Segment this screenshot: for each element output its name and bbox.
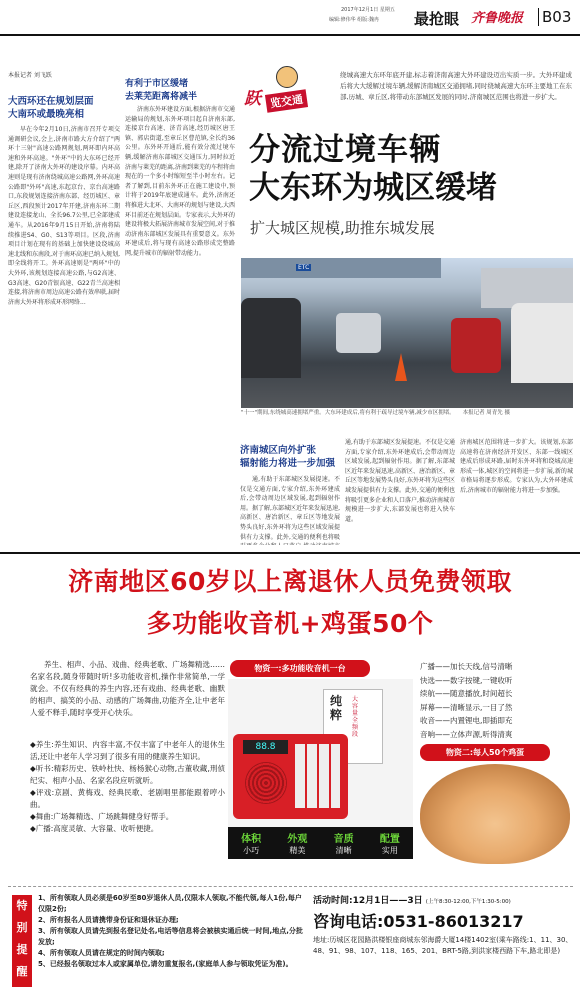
toll-booth-canopy [241, 258, 441, 278]
left-headline [8, 95, 94, 121]
col-c-body: 济南城区范围将进一步扩大。该规划,东部高速将在济南经济开发区、东部一线城区建成后形成环路,届时东外环将和绕城高速形成一体,城区的空间将进一步扩展,新的城市格局将逐步形成。专家认为,大外环建成后,济南城市的辐射能力将进一步加强。 [460, 439, 573, 494]
feature-list [420, 660, 572, 741]
activity-time-detail: (上午8:30-12:00,下午1:30-5:00) [425, 899, 511, 905]
logo-character: 跃 [244, 89, 261, 109]
feature-row: 音响——立体声源,听得清爽 [420, 729, 513, 739]
logo-cartoon-icon [276, 66, 298, 88]
car-red [451, 318, 501, 373]
traffic-photo [241, 258, 573, 408]
ad-section [0, 552, 580, 995]
feature-desc: 清晰 [335, 846, 352, 855]
notice-section [8, 886, 573, 994]
notice-item: 1、所有领取人员必须是60岁至80岁退休人员,仅限本人领取,不能代领,每人1份,每户仅限2份; [38, 894, 302, 913]
mid-headline-line1: 有利于市区缓堵 [125, 79, 189, 89]
notice-item: 4、所有领取人员请在规定的时间内领取; [38, 949, 165, 957]
ad-item: ◆养生:养生知识、内容丰富,不仅丰富了中老年人的退休生活,还让中老年人学习到了很多有用的健康养生知识。 [30, 740, 225, 761]
ad-headline-1: 济南地区60岁以上离退休人员免费领取 [68, 567, 512, 596]
feature-tags [228, 830, 413, 845]
radio-box-side: 大容量全频段 [352, 696, 359, 738]
gift1-label: 物资一:多功能收音机一台 [230, 660, 370, 677]
ad-items [30, 739, 225, 835]
main-headline [249, 131, 497, 207]
activity-time [313, 893, 573, 906]
feature-bar [228, 827, 413, 859]
feature-row: 快选——数字按键,一键收听 [420, 675, 513, 685]
sub-headline [240, 444, 335, 470]
mid-headline-line2: 去莱芜距离将减半 [125, 92, 198, 102]
consult-phone: 咨询电话:0531-86013217 [313, 912, 524, 931]
feature-row: 收音——内置锂电,即插即充 [420, 716, 513, 725]
ad-item: ◆听书:精彩历史、铁岭杜快、杨杨猴心动物,古董收藏,刑侦纪实、相声小品、名家名段应听就听。 [30, 764, 225, 785]
ad-headline-2: 多功能收音机+鸡蛋50个 [146, 609, 434, 638]
col-a-body: 通,有助于东部城区发展提速。不仅是交通方面,专家介绍,东外环建成后,会带动周边区域发展,起到辐射作用。据了解,东部城区近年来发展迅速,高新区、唐冶新区、章丘区等地发展势头良好,东外环将为这些区域发展提供有力支撑。此外,交通的便利也将吸 [240, 476, 340, 541]
section-title: 最抢眼 [414, 10, 460, 28]
radio-device [233, 734, 348, 819]
left-headline-line1: 大西环还在规划层面 [8, 96, 94, 107]
header-date: 2017年12月1日 星期五 [341, 7, 395, 13]
eggs-image [420, 764, 570, 864]
address: 地址:历城区花园路洪楼银座商城东邻海爵大厦14楼1402室(乘车路线:1、11、30、48、91、98、107、118、165、201、BRT-5路,到洪家楼西路下车,路北即是) [313, 936, 573, 955]
logo-label: 览交通 [265, 89, 308, 113]
ad-item: ◆评戏:京剧、黄梅戏、经典民歌、老剧唱里都能跟着哼小曲。 [30, 788, 225, 809]
notice-list [38, 893, 303, 970]
mid-headline [125, 78, 197, 104]
col-b-body: 通,有助于东部城区发展提速。不仅是交通方面,专家介绍,东外环建成后,会带动周边区域发展,起到辐射作用。据了解,东部城区近年来发展迅速,高新区、唐冶新区、章丘区等地发展势头良好,东外环将为这些区域发展提供有力支撑。此外,交通的便利也将吸引更多企业和人口落户,推动济南城市规模进一步扩大,东部发展也将进入快车道。 [345, 439, 455, 523]
paper-logo: 齐鲁晚报 [471, 11, 524, 26]
feature-tag: 音质 [333, 834, 354, 845]
column-logo [242, 66, 330, 114]
car-center [336, 313, 381, 353]
radio-display: 88.8 [243, 740, 288, 754]
feature-desc: 实用 [381, 846, 398, 855]
radio-box-char1: 纯 [330, 694, 343, 708]
photo-caption-text: "十一"期间,东绕城高速拥堵严重。大东环建成后,将有利于疏导过境车辆,减少市区拥堵。 [241, 410, 455, 416]
notice-label: 特 别 提 醒 [12, 895, 32, 987]
photo-caption [241, 410, 573, 417]
feature-row: 屏幕——清晰显示,一目了然 [420, 702, 513, 712]
radio-product-image [228, 679, 413, 859]
page-header [0, 0, 580, 36]
notice-item: 5、已经报名领取过本人或家属单位,请勿重复报名,(家庭单人参与领取凭证为准)。 [38, 960, 293, 968]
left-headline-line2: 大南环或最晚亮相 [8, 109, 85, 120]
feature-descs [228, 845, 413, 856]
sub-headline-line1: 济南城区向外扩张 [240, 445, 317, 456]
photo-credit: 本报记者 周青先 摄 [462, 410, 511, 416]
ad-intro: 养生、相声、小品、戏曲、经典老歌、广场舞精选……名家名段,随身带随时听!多功能收音机,操作非常简单,一学就会。不仅有经典的养生内容,还有戏曲、经典老歌、幽默的相声、搞笑的小品、动感的广场舞曲,功能齐全,让中老年人爱不释手,随时享受开心快乐。 [30, 660, 225, 717]
banner-blurb: 绕城高速大东环年底开建,标志着济南高速大外环建设迈出实质一步。大外环建成后将大大缓解过境车辆,缓解济南城区交通拥堵,同时绕城高速大东环主要地工在东部,历城、章丘区,将带动东部城区发展的同时,济南城区范围也将进一步扩大。 [340, 71, 572, 101]
notice-item: 2、所有报名人员请携带身份证和退休证办理; [38, 916, 179, 924]
main-headline-line2: 大东环为城区缓堵 [249, 170, 497, 206]
feature-row: 续航——随意播放,时间超长 [420, 689, 513, 698]
buildings [481, 268, 573, 308]
radio-box-char2: 粹 [330, 708, 343, 722]
left-article-body: 早在今年2月10日,济南市召开专项交通调研会议,会上,济南市路大方介绍了"两环十三射"高速公路网规划,两环即内环高速和外环高速。"外环"中的大东环已经开建,除开了济南大外环的建设序幕。内环高速则是现有济南绕城高速公路网,外环高速公路即"外环"高速,东起京台、京台高速路口,东段规划连接济南东部、经历城区、章丘区,西段预计2017年开建,济南东环二期建设连接龙山、全长96.7公里,已全部建成通车。从2016年9月15日开始,济南将陆续推进S4、G0、S13等项目。区段,济南项目计划在现有的基础上加快建设绕城高速北线和东南段,对于南环高速已纳入规划,即全线将开工。外环高速则是"两环"中的大外环,该规划连接高速公路,与G2高速、G3高速、G20青银高速、G22青兰高速相连接,将济南市周边高速公路有效串联,届时济南大外环将形成环形网络... [8, 126, 120, 306]
feature-tag: 配置 [379, 834, 400, 845]
feature-row: 广播——加长天线,信号清晰 [420, 662, 513, 671]
car-left [241, 298, 301, 378]
ad-item: ◆广播:高度灵敏、大容量、收听便捷。 [30, 824, 159, 833]
radio-speaker [245, 762, 287, 804]
gift2-label: 物资二:每人50个鸡蛋 [420, 744, 550, 761]
feature-tag: 外观 [287, 834, 308, 845]
etc-sign: ETC [298, 264, 310, 271]
feature-desc: 精美 [289, 846, 306, 855]
feature-tag: 体积 [241, 834, 262, 845]
notice-item: 3、所有领取人员请先到报名登记处名,电话等信息将会被核实通后统一时间,地点,分批发放; [38, 927, 303, 946]
radio-box-text [330, 694, 342, 722]
mid-article-body: 济南东外环建设方面,根据济南市交通运输局的规划,东外环项目起自济南东部,连接京台高速、济青高速,经历城区唐王镇、郭店街道,至章丘区曹范镇,全长约36公里。东外环开通后,能有效分流过境车辆,缓解济南东部城区交通压力,同时拉近济南与莱芜的距离,济南到莱芜的车程将由现在的一个多小时缩短至半小时左右。记者了解到,目前东外环正在施工建设中,预计将于2019年底建成通车。此外,济南还将推进大北环、大南环的规划与建设,大西环目前还在规划层面。专家表示,大外环的建设将极大拓展济南城市发展空间,对于推动济南东部城区发展具有重要意义。东外环建成后,将与现有高速公路形成完整路网,提升城市的辐射带动能力。 [125, 106, 235, 257]
ad-item: ◆舞曲:广场舞精选、广场跳舞健身好帮手。 [30, 812, 174, 821]
page-number: B03 [538, 8, 571, 26]
radio-keypad [295, 744, 340, 808]
sub-headline-line2: 辐射能力将进一步加强 [240, 458, 336, 469]
header-editors: 编辑:修伟华 组版:魏冉 [329, 17, 379, 23]
traffic-cone [395, 353, 407, 381]
subheadline: 扩大城区规模,助推东城发展 [250, 219, 435, 237]
car-right [511, 303, 573, 383]
activity-time-main: 活动时间:12月1日——3日 [313, 896, 423, 906]
feature-desc: 小巧 [243, 846, 260, 855]
main-headline-line1: 分流过境车辆 [249, 132, 441, 168]
byline: 本报记者 刘飞跃 [8, 72, 52, 79]
